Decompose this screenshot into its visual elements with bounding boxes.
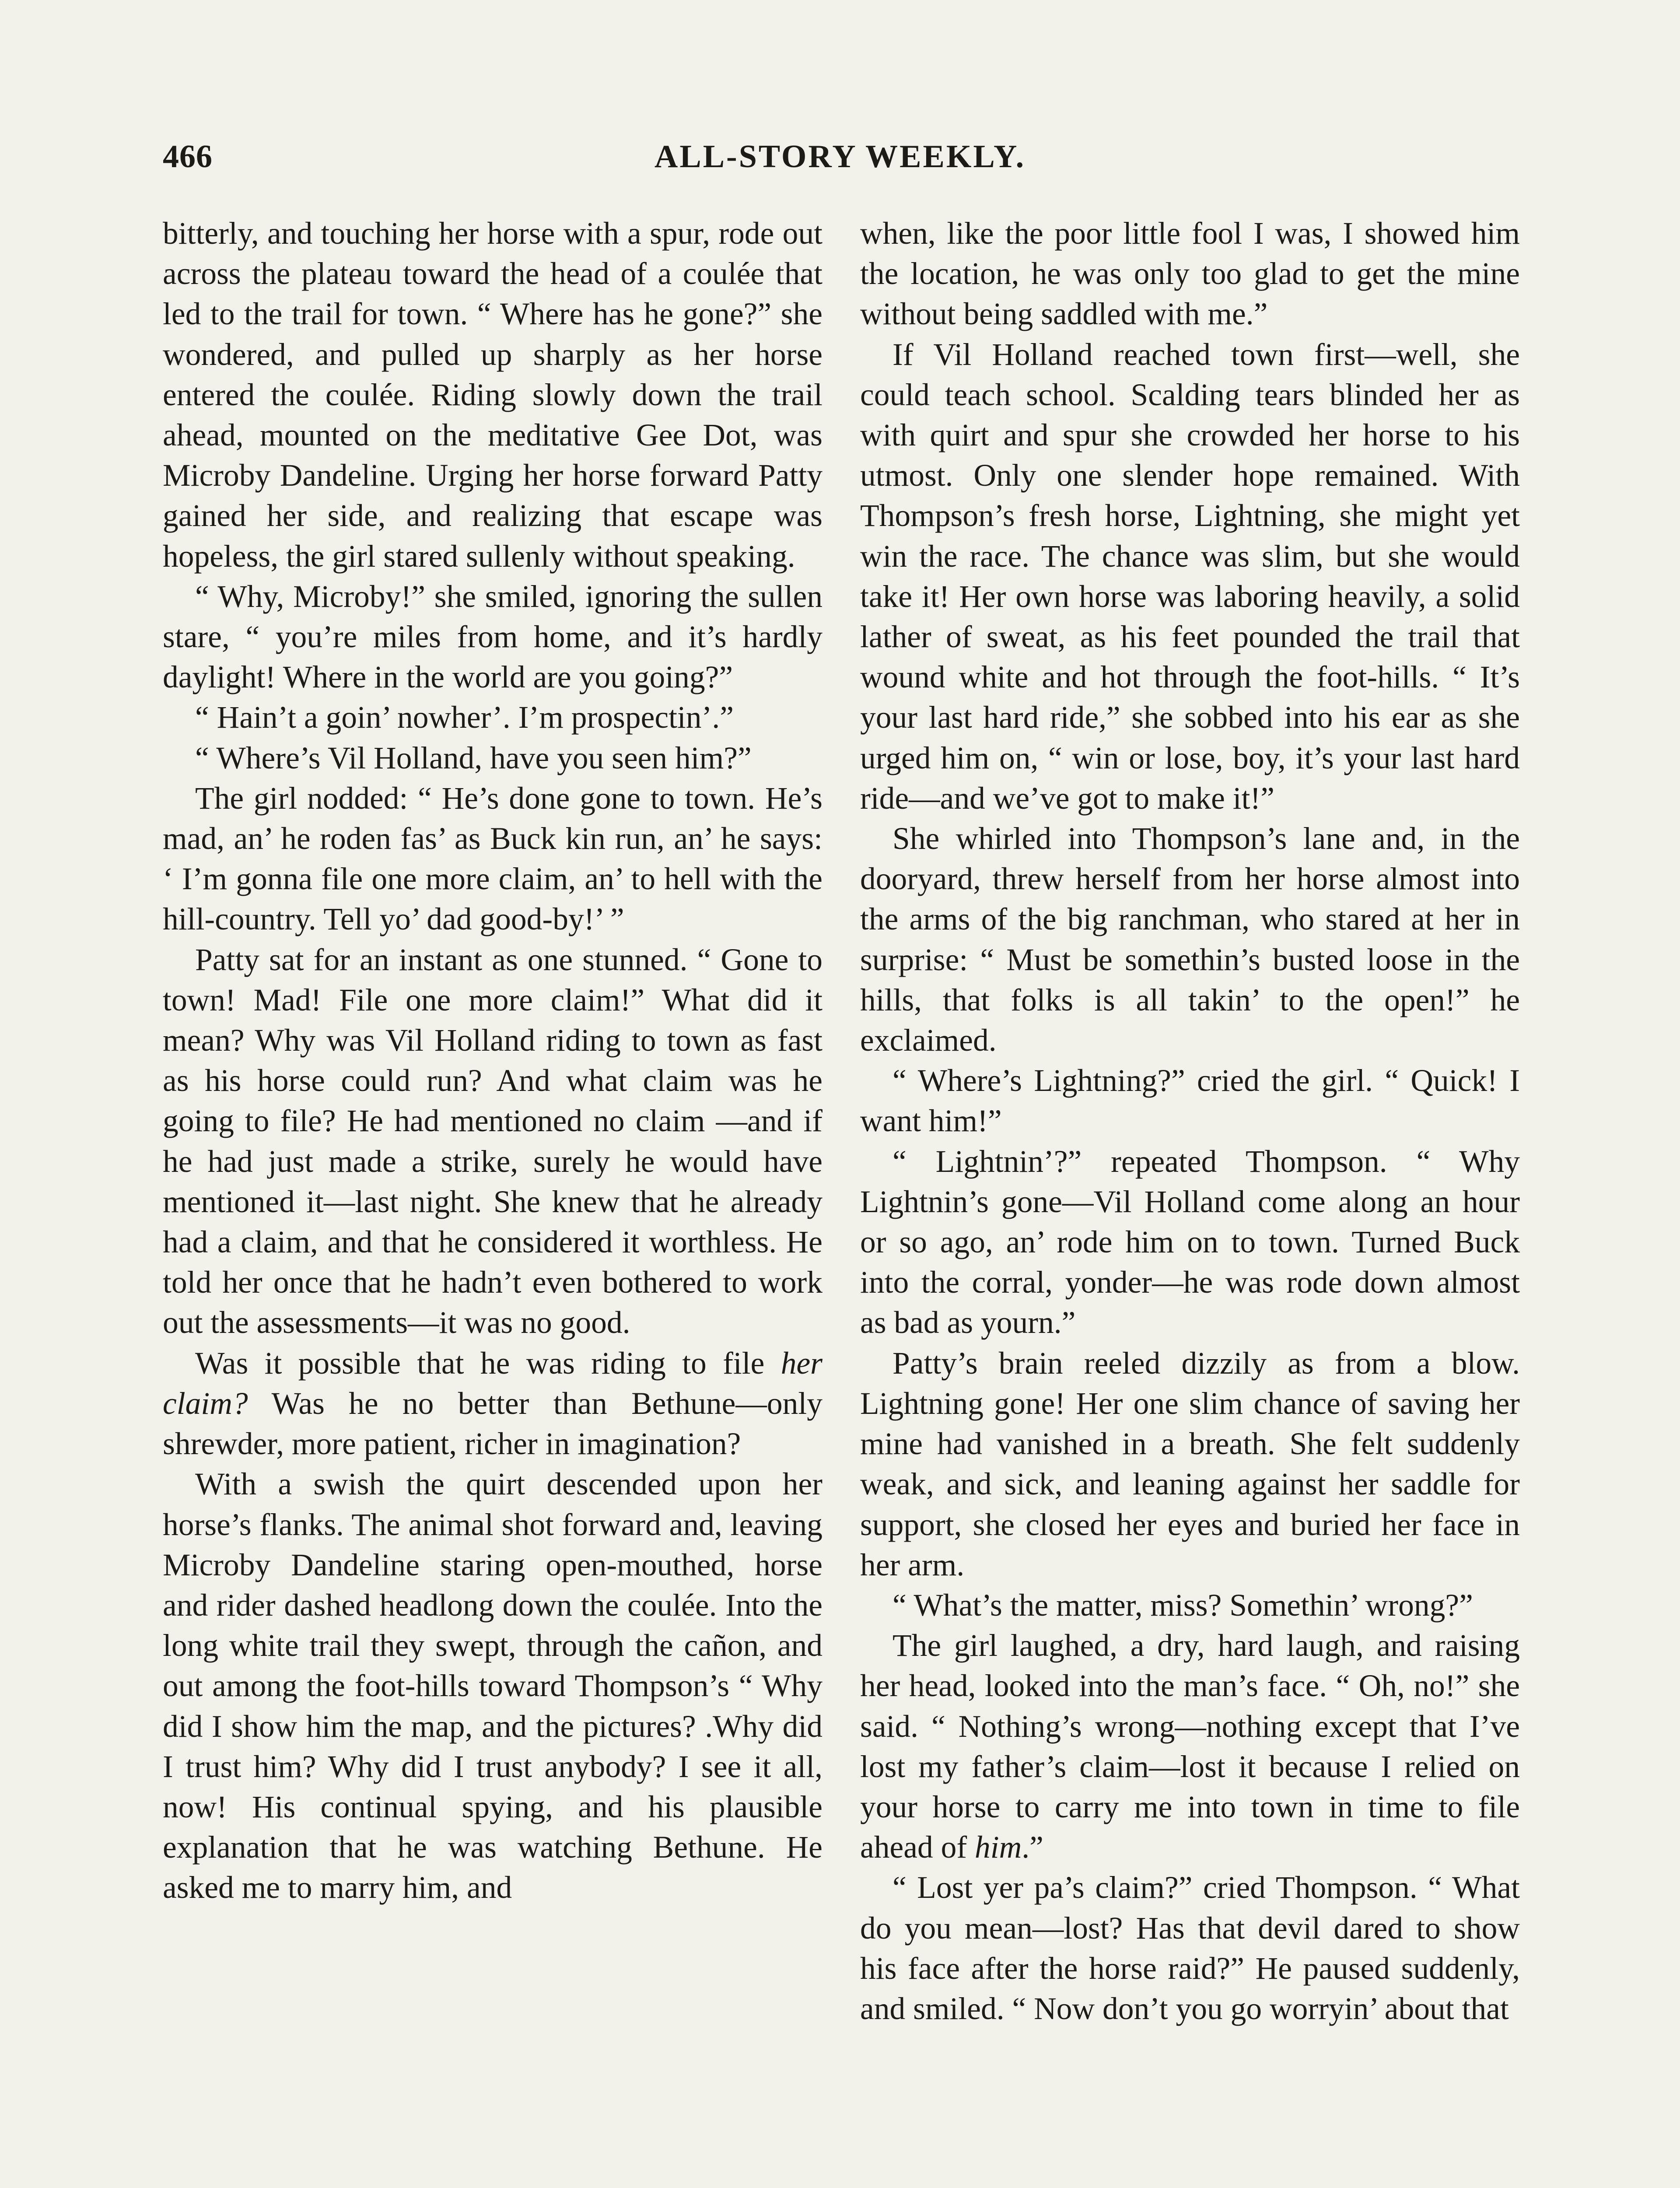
- paragraph: “ What’s the matter, miss? Somethin’ wrong?”: [892, 1588, 1473, 1623]
- paragraph: “ Lost yer pa’s claim?” cried Thompson. “ What do you mean—lost? Has that devil dared to show his face after the horse raid?” He paused suddenly, and smiled. “ Now don’t you go worryin’ about that: [860, 1870, 1520, 2026]
- paragraph-text: The girl laughed, a dry, hard laugh, and raising her head, looked into the man’s face. “ Oh, no!” she said. “ Nothing’s wrong—nothing except that I’ve lost my father’s claim—lost it because I relied on your horse to carry me into town in time to file ahead of: [860, 1628, 1520, 1865]
- running-title: ALL-STORY WEEKLY.: [654, 139, 1026, 175]
- right-column: [860, 214, 1520, 2029]
- left-column: [163, 214, 822, 1908]
- paragraph: “ Where’s Lightning?” cried the girl. “ Quick! I want him!”: [860, 1063, 1520, 1139]
- italic-text: her claim?: [163, 1346, 822, 1421]
- paragraph: The girl nodded: “ He’s done gone to town. He’s mad, an’ he roden fas’ as Buck kin run, an’ he says: ‘ I’m gonna file one more claim, an’ to hell with the hill-country. Tell yo’ dad good-by!’ ”: [163, 781, 822, 937]
- paragraph: With a swish the quirt descended upon her horse’s flanks. The animal shot forward and, leaving Microby Dandeline staring open-mouthed, horse and rider dashed headlong down the coulée. Into the long white trail they swept, through the cañon, and out among the foot-hills toward Thompson’s “ Why did I show him the map, and the pictures? .Why did I trust him? Why did I trust anybody? I see it all, now! His continual spying, and his plausible explanation that he was watching Bethune. He asked me to marry him, and: [163, 1467, 822, 1905]
- paragraph: [163, 1343, 822, 1465]
- paragraph: “ Where’s Vil Holland, have you seen him?”: [195, 740, 752, 775]
- paragraph: when, like the poor little fool I was, I showed him the location, he was only too glad to get the mine without being saddled with me.”: [860, 216, 1520, 332]
- paragraph: [860, 1626, 1520, 1868]
- paragraph: bitterly, and touching her horse with a spur, rode out across the plateau toward the head of a coulée that led to the trail for town. “ Where has he gone?” she wondered, and pulled up sharply as her horse entered the coulée. Riding slowly down the trail ahead, mounted on the meditative Gee Dot, was Microby Dandeline. Urging her horse forward Patty gained her side, and realizing that escape was hopeless, the girl stared sullenly without speaking.: [163, 216, 822, 574]
- paragraph: Patty’s brain reeled dizzily as from a blow. Lightning gone! Her one slim chance of saving her mine had vanished in a breath. She felt suddenly weak, and sick, and leaning against her saddle for support, she closed her eyes and buried her face in her arm.: [860, 1346, 1520, 1582]
- page-number: 466: [163, 139, 213, 175]
- paragraph: “ Why, Microby!” she smiled, ignoring the sullen stare, “ you’re miles from home, and it’s hardly daylight! Where in the world are you going?”: [163, 579, 822, 695]
- paragraph: Patty sat for an instant as one stunned. “ Gone to town! Mad! File one more claim!” What did it mean? Why was Vil Holland riding to town as fast as his horse could run? And what claim was he going to file? He had mentioned no claim —and if he had just made a strike, surely he would have mentioned it—last night. She knew that he already had a claim, and that he considered it worthless. He told her once that he hadn’t even bothered to work out the assessments—it was no good.: [163, 942, 822, 1340]
- paragraph: “ Lightnin’?” repeated Thompson. “ Why Lightnin’s gone—Vil Holland come along an hour or so ago, an’ rode him on to town. Turned Buck into the corral, yonder—he was rode down almost as bad as yourn.”: [860, 1144, 1520, 1340]
- paragraph-text: .”: [1022, 1830, 1043, 1865]
- paragraph-text: Was he no better than Bethune—only shrewder, more patient, richer in imagination?: [163, 1386, 822, 1462]
- paragraph: She whirled into Thompson’s lane and, in the dooryard, threw herself from her horse almost into the arms of the big ranchman, who stared at her in surprise: “ Must be somethin’s busted loose in the hills, that folks is all takin’ to the open!” he exclaimed.: [860, 821, 1520, 1058]
- paragraph: “ Hain’t a goin’ nowher’. I’m prospectin’.”: [195, 700, 734, 735]
- paragraph-text: Was it possible that he was riding to file: [195, 1346, 781, 1381]
- paragraph: If Vil Holland reached town first—well, she could teach school. Scalding tears blinded her as with quirt and spur she crowded her horse to his utmost. Only one slender hope remained. With Thompson’s fresh horse, Lightning, she might yet win the race. The chance was slim, but she would take it! Her own horse was laboring heavily, a solid lather of sweat, as his feet pounded the trail that wound white and hot through the foot-hills. “ It’s your last hard ride,” she sobbed into his ear as she urged him on, “ win or lose, boy, it’s your last hard ride—and we’ve got to make it!”: [860, 337, 1520, 816]
- italic-text: him: [975, 1830, 1022, 1865]
